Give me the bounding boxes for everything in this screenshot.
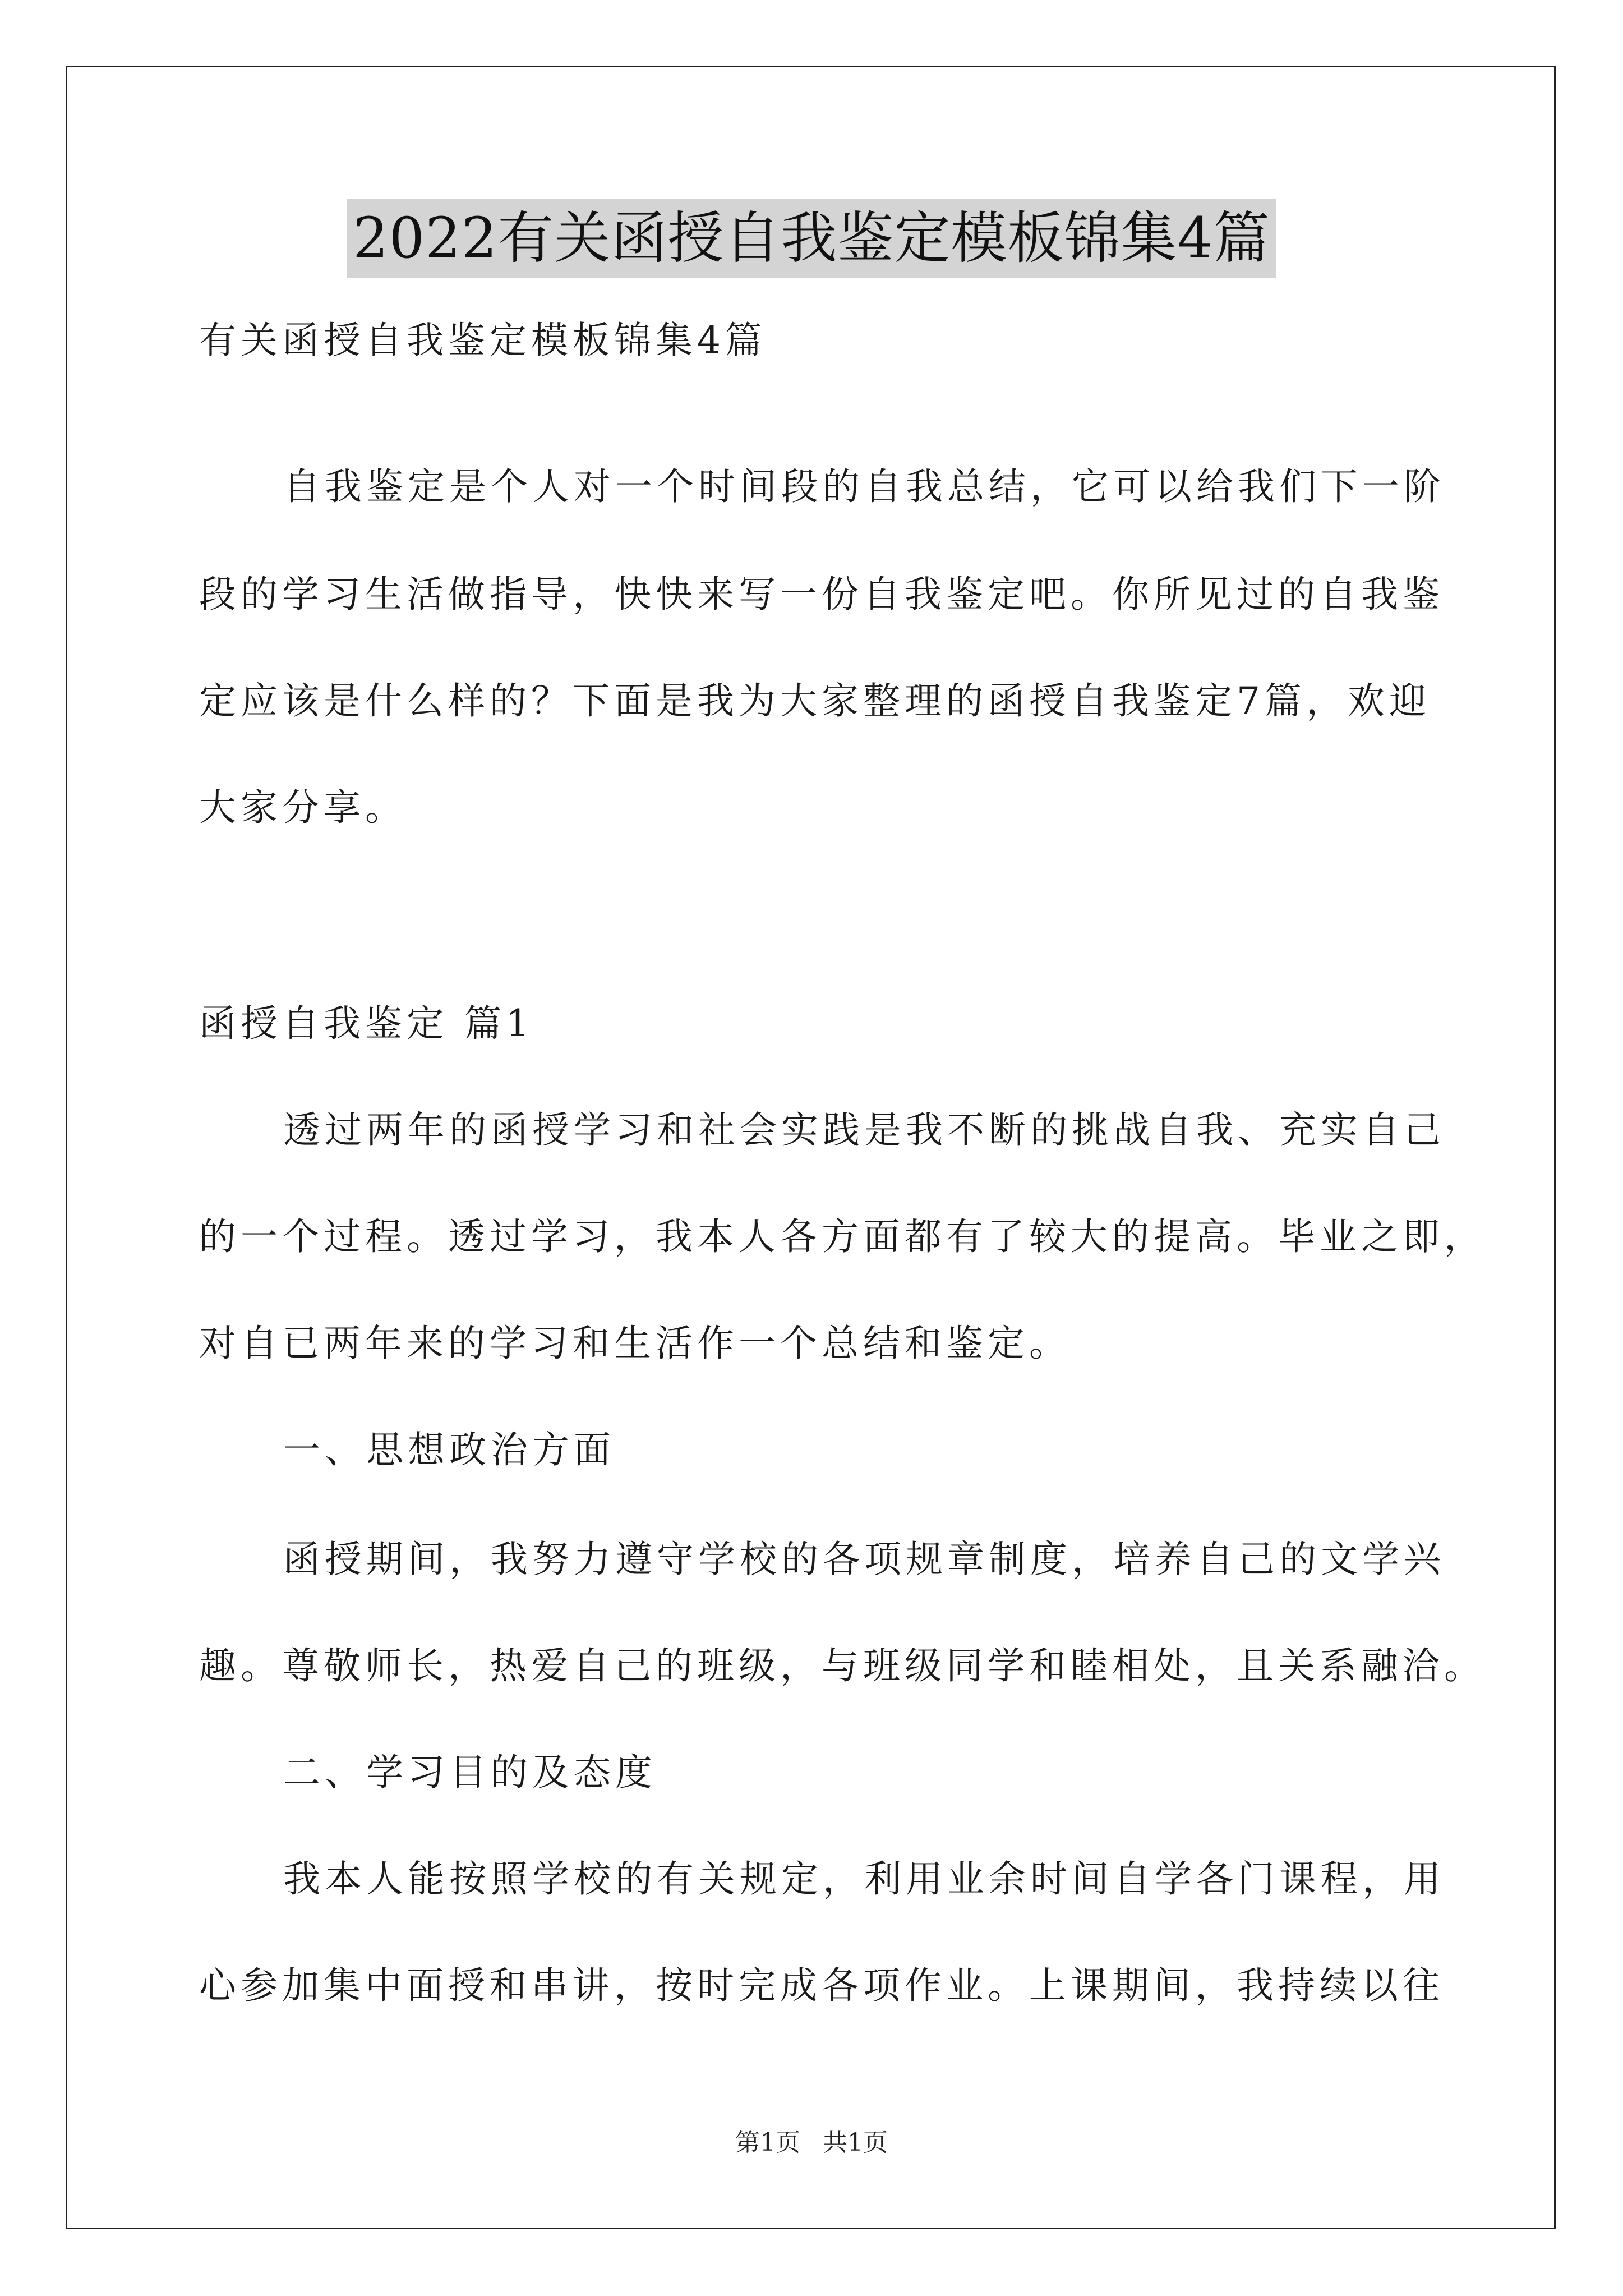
paragraph-line: 我本人能按照学校的有关规定，利用业余时间自学各门课程，用 — [283, 1857, 1445, 1901]
subsection-heading: 一、思想政治方面 — [283, 1428, 615, 1471]
page-number: 第1页 — [735, 2128, 800, 2157]
document-subtitle: 有关函授自我鉴定模板锦集4篇 — [199, 319, 767, 362]
page-total: 共1页 — [823, 2128, 888, 2157]
paragraph-line: 趣。尊敬师长，热爱自己的班级，与班级同学和睦相处，且关系融洽。 — [199, 1644, 1486, 1687]
paragraph-line: 心参加集中面授和串讲，按时完成各项作业。上课期间，我持续以往 — [199, 1964, 1444, 2007]
paragraph-line: 段的学习生活做指导，快快来写一份自我鉴定吧。你所见过的自我鉴 — [199, 573, 1444, 616]
paragraph-line: 透过两年的函授学习和社会实践是我不断的挑战自我、充实自己 — [283, 1108, 1445, 1152]
paragraph-line: 大家分享。 — [199, 786, 407, 829]
paragraph-line: 函授期间，我努力遵守学校的各项规章制度，培养自己的文学兴 — [283, 1538, 1445, 1581]
subsection-heading: 二、学习目的及态度 — [283, 1751, 657, 1794]
paragraph-line: 的一个过程。透过学习，我本人各方面都有了较大的提高。毕业之即， — [199, 1215, 1486, 1258]
paragraph-line: 对自已两年来的学习和生活作一个总结和鉴定。 — [199, 1322, 1071, 1365]
title-container — [0, 199, 1623, 278]
paragraph-line: 定应该是什么样的？下面是我为大家整理的函授自我鉴定7篇，欢迎 — [199, 679, 1431, 723]
paragraph-line: 自我鉴定是个人对一个时间段的自我总结，它可以给我们下一阶 — [283, 465, 1445, 508]
document-title: 2022有关函授自我鉴定模板锦集4篇 — [347, 199, 1276, 278]
section-heading: 函授自我鉴定 篇1 — [199, 1002, 534, 1045]
page-footer — [0, 2126, 1623, 2160]
